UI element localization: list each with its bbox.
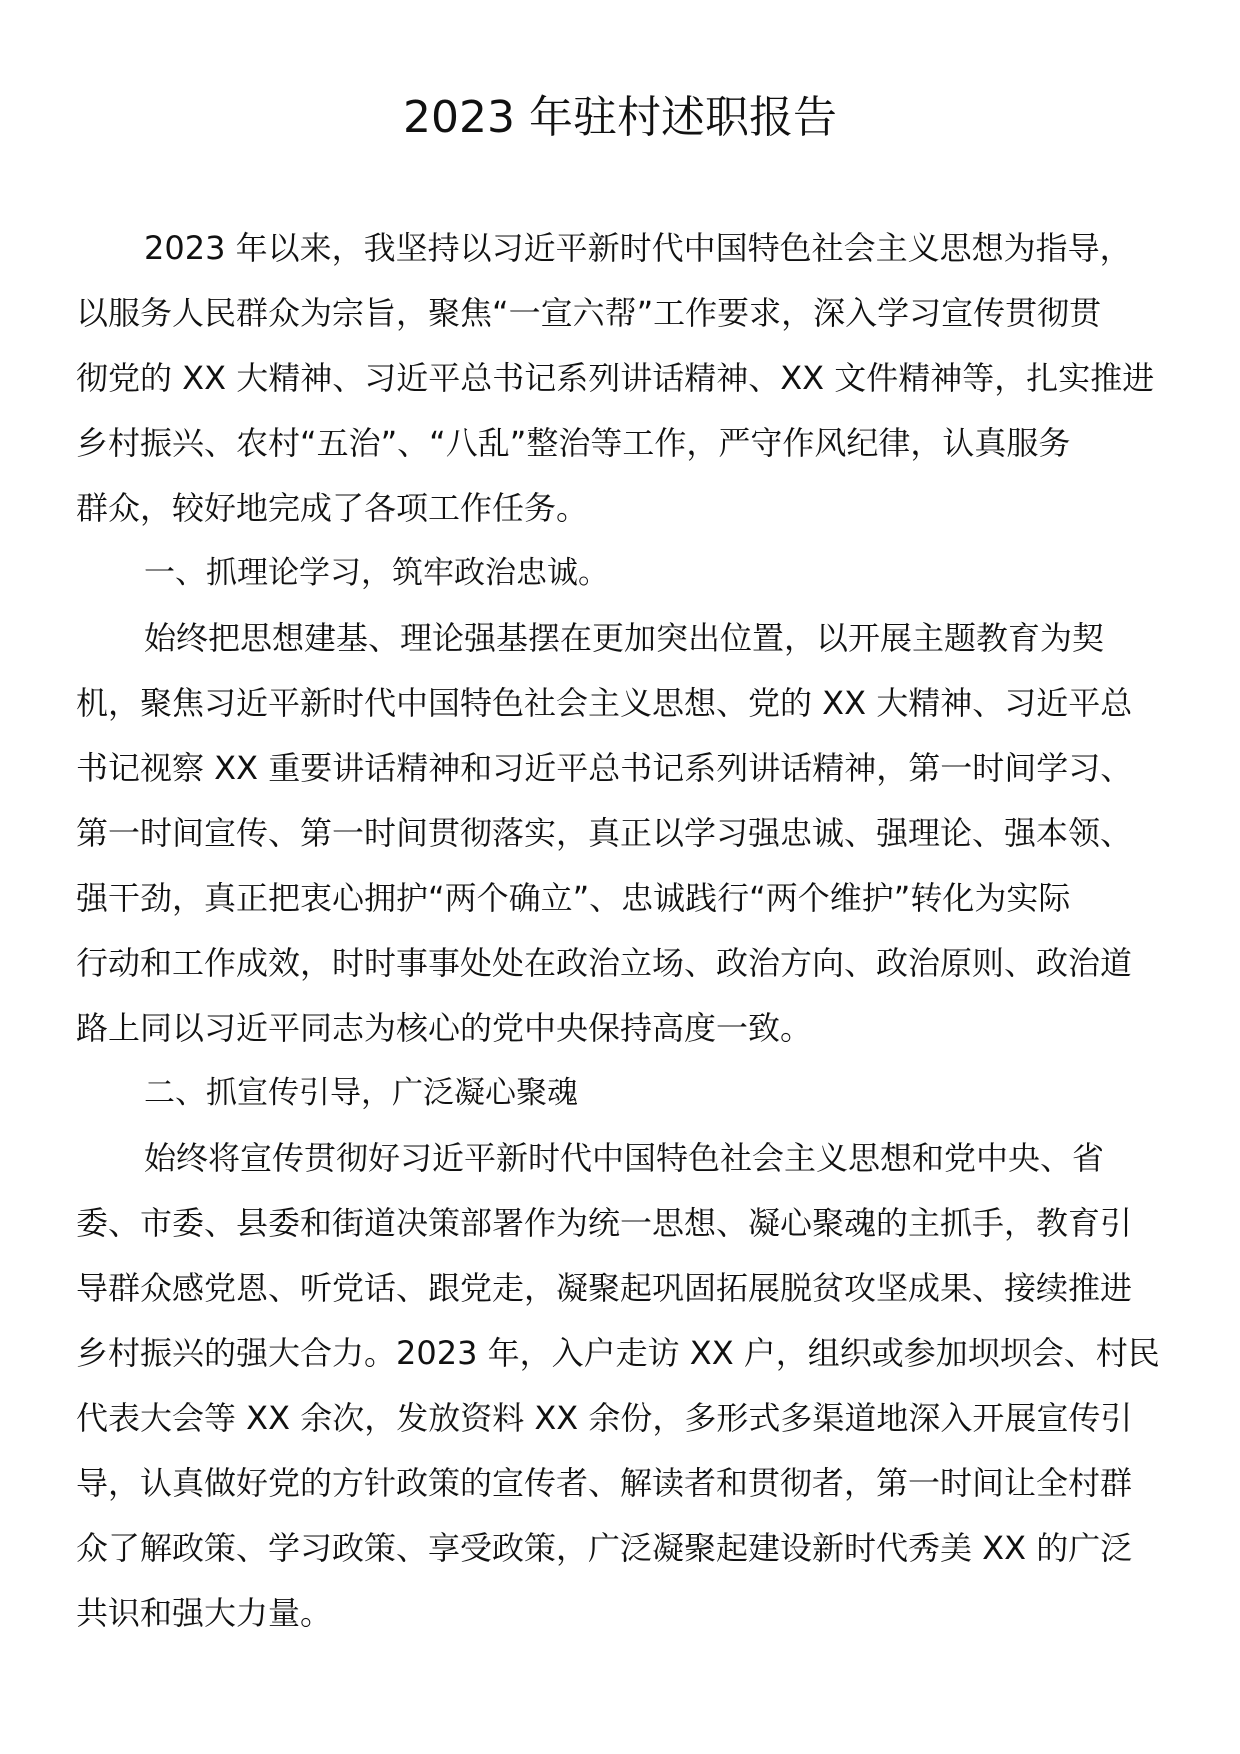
section-2-line: 始终将宣传贯彻好习近平新时代中国特色社会主义思想和党中央、省: [144, 1139, 1105, 1177]
section-2-heading: 二、抓宣传引导，广泛凝心聚魂: [144, 1075, 578, 1111]
intro-line: 以服务人民群众为宗旨，聚焦“一宣六帮”工作要求，深入学习宣传贯彻贯: [76, 294, 1102, 332]
section-2-line: 委、市委、县委和街道决策部署作为统一思想、凝心聚魂的主抓手，教育引: [76, 1204, 1133, 1242]
section-1-heading: 一、抓理论学习，筑牢政治忠诚。: [144, 555, 609, 591]
section-1-line: 始终把思想建基、理论强基摆在更加突出位置，以开展主题教育为契: [144, 619, 1105, 657]
section-2-line: 乡村振兴的强大合力。2023 年，入户走访 XX 户，组织或参加坝坝会、村民: [76, 1334, 1160, 1372]
document-title: 2023 年驻村述职报告: [403, 92, 837, 143]
section-2-line: 代表大会等 XX 余次，发放资料 XX 余份，多形式多渠道地深入开展宣传引: [76, 1399, 1133, 1437]
section-2-line: 导，认真做好党的方针政策的宣传者、解读者和贯彻者，第一时间让全村群: [76, 1464, 1133, 1502]
section-1-line: 机，聚焦习近平新时代中国特色社会主义思想、党的 XX 大精神、习近平总: [76, 684, 1133, 722]
section-2-line: 众了解政策、学习政策、享受政策，广泛凝聚起建设新时代秀美 XX 的广泛: [76, 1529, 1133, 1567]
section-1-line: 强干劲，真正把衷心拥护“两个确立”、忠诚践行“两个维护”转化为实际: [76, 879, 1071, 917]
section-1-line: 行动和工作成效，时时事事处处在政治立场、政治方向、政治原则、政治道: [76, 944, 1133, 982]
document-body: [76, 216, 1176, 1646]
section-1-line: 路上同以习近平同志为核心的党中央保持高度一致。: [76, 1009, 813, 1047]
intro-line: 彻党的 XX 大精神、习近平总书记系列讲话精神、XX 文件精神等，扎实推进: [76, 359, 1155, 397]
section-1-line: 书记视察 XX 重要讲话精神和习近平总书记系列讲话精神，第一时间学习、: [76, 749, 1133, 787]
intro-line: 乡村振兴、农村“五治”、“八乱”整治等工作，严守作风纪律，认真服务: [76, 424, 1071, 462]
section-1-line: 第一时间宣传、第一时间贯彻落实，真正以学习强忠诚、强理论、强本领、: [76, 814, 1133, 852]
section-2-line: 共识和强大力量。: [76, 1594, 333, 1632]
intro-line: 群众，较好地完成了各项工作任务。: [76, 489, 589, 527]
intro-line: 2023 年以来，我坚持以习近平新时代中国特色社会主义思想为指导，: [144, 229, 1132, 267]
section-2-line: 导群众感党恩、听党话、跟党走，凝聚起巩固拓展脱贫攻坚成果、接续推进: [76, 1269, 1133, 1307]
